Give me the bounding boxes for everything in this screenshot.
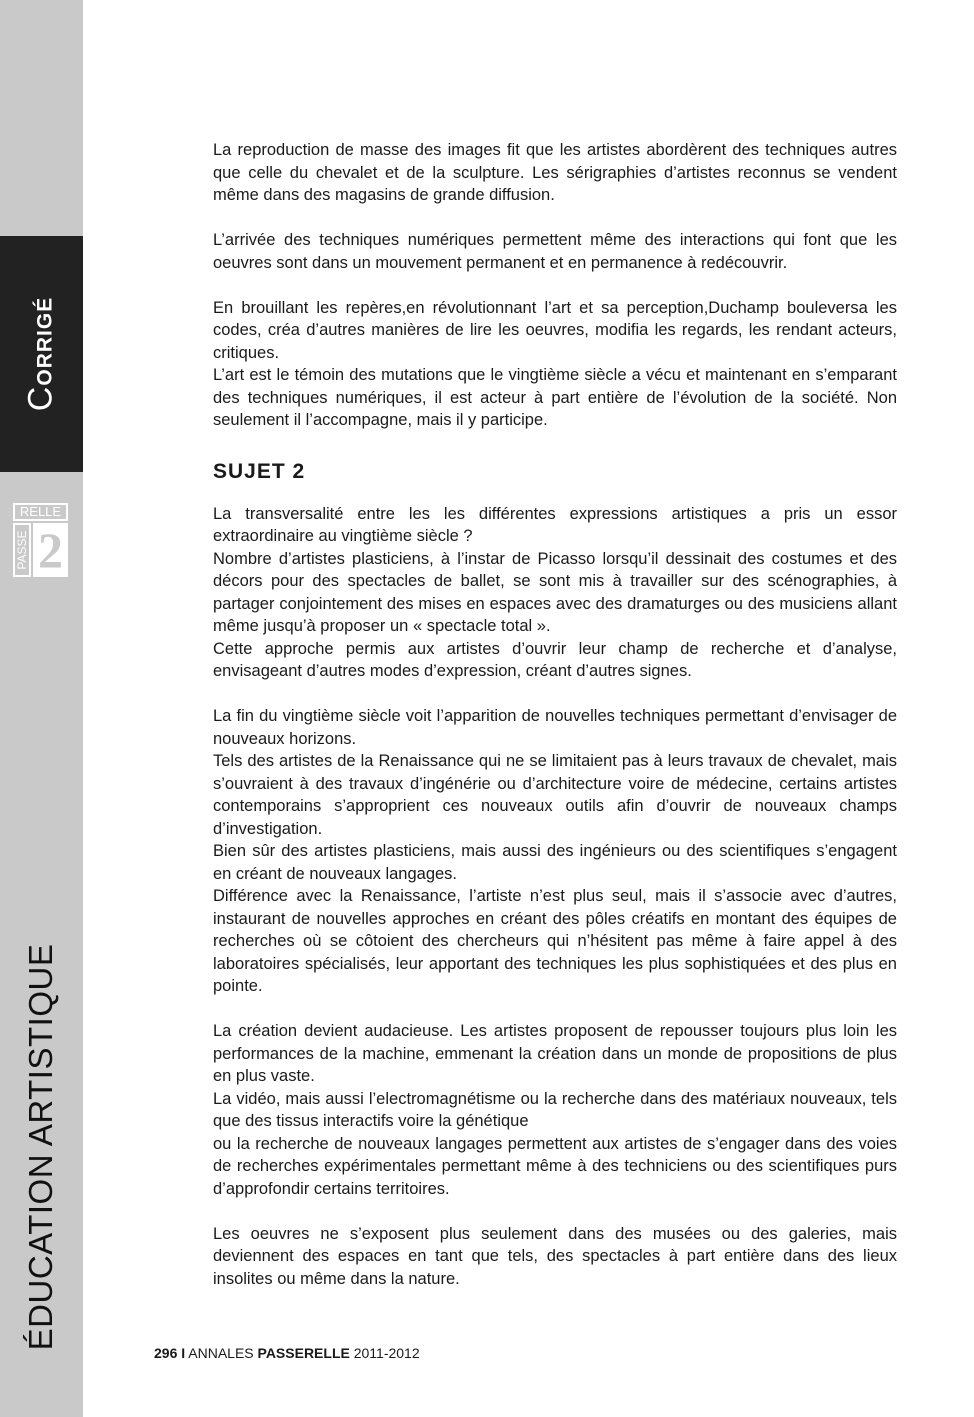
footer-passerelle: PASSERELLE (257, 1345, 350, 1361)
paragraph: Les oeuvres ne s’exposent plus seulement dans des musées ou des galeries, mais deviennent des espaces en tant que tels, des spectacles à part entière dans des lieux insolites ou même dans la nature. (213, 1224, 897, 1288)
paragraph: Tels des artistes de la Renaissance qui ne se limitaient pas à leurs travaux de chevalet, mais s’ouvraient à des travaux d’ingénérie ou d’architecture voire de médecine, certains artistes contemporains s’approprient ces nouveaux outils afin d’ouvrir de nouveaux champs d’investigation. (213, 752, 897, 838)
paragraph: La vidéo, mais aussi l’electromagnétisme ou la recherche dans des matériaux nouveaux, tels que des tissus interactifs voire la génétique (213, 1089, 897, 1130)
paragraph: La transversalité entre les les différentes expressions artistiques a pris un essor extraordinaire au vingtième siècle ? (213, 504, 897, 545)
paragraph: Cette approche permis aux artistes d’ouvrir leur champ de recherche et d’analyse, envisageant d’autres modes d’expression, créant d’autres signes. (213, 639, 897, 680)
corrige-rest: ORRIGÉ (33, 296, 57, 386)
passerelle-logo (13, 503, 68, 577)
page-number: 296 (154, 1345, 178, 1361)
footer-years: 2011-2012 (353, 1345, 420, 1361)
logo-passe-box (13, 523, 31, 577)
paragraph: L’arrivée des techniques numériques permettent même des interactions qui font que les oeuvres sont dans un mouvement permanent et en permanence à redécouvrir. (213, 231, 897, 272)
sidebar (0, 0, 83, 1417)
corrige-cap: C (21, 385, 60, 412)
paragraph: L’art est le témoin des mutations que le vingtième siècle a vécu et maintenant en s’emparant des techniques numériques, il est acteur à part entière de l’évolution de la société. Non seulement il l’accompagne, mais il y participe. (213, 366, 897, 429)
paragraph: Bien sûr des artistes plasticiens, mais aussi des ingénieurs ou des scientifiques s’engagent en créant de nouveaux langages. (213, 842, 897, 883)
paragraph: La création devient audacieuse. Les artistes proposent de repousser toujours plus loin les performances de la machine, emmenant la création dans un monde de propositions de plus en plus vaste. (213, 1022, 897, 1085)
paragraph: Nombre d’artistes plasticiens, à l’instar de Picasso lorsqu’il dessinait des costumes et des décors pour des spectacles de ballet, se sont mis à travailler sur des scénographies, à partager conjointement des mises en espaces avec des dramaturges ou des musiciens allant même jusqu’à proposer un « spectacle total ». (213, 549, 897, 635)
logo-passe: PASSE (15, 530, 29, 570)
paragraph: Différence avec la Renaissance, l’artiste n’est plus seul, mais il s’associe avec d’autres, instaurant de nouvelles approches en créant des pôles créatifs en montant des équipes de recherches où se côtoient des chercheurs qui n’hésitent pas même à faire appel à des laboratoires spécialisés, leur apportant des techniques les plus sophistiquées et des plus en pointe. (213, 887, 897, 995)
section-title: ÉDUCATION ARTISTIQUE (22, 943, 59, 1351)
footer-annales: ANNALES (188, 1345, 254, 1361)
paragraph: En brouillant les repères,en révolutionnant l’art et sa perception,Duchamp bouleversa les codes, créa d’autres manières de lire les oeuvres, modifia les regards, les rendant acteurs, critiques. (213, 298, 897, 362)
footer-separator: I (181, 1345, 186, 1361)
logo-number: 2 (33, 523, 68, 577)
paragraph: ou la recherche de nouveaux langages permettent aux artistes de s’engager dans des voies de recherches expérimentales permettant même à des techniciens ou des scientifiques purs d’approfondir certains territoires. (213, 1134, 897, 1198)
page-footer (154, 1345, 420, 1361)
main-content (213, 139, 897, 1290)
logo-relle: RELLE (13, 503, 68, 521)
corrige-label (22, 297, 61, 411)
paragraph: La fin du vingtième siècle voit l’apparition de nouvelles techniques permettant d’envisager de nouveaux horizons. (213, 707, 897, 748)
paragraph: La reproduction de masse des images fit que les artistes abordèrent des techniques autres que celle du chevalet et de la sculpture. Les sérigraphies d’artistes reconnus se vendent même dans des magasins de grande diffusion. (213, 141, 897, 204)
section-heading: SUJET 2 (213, 459, 306, 483)
